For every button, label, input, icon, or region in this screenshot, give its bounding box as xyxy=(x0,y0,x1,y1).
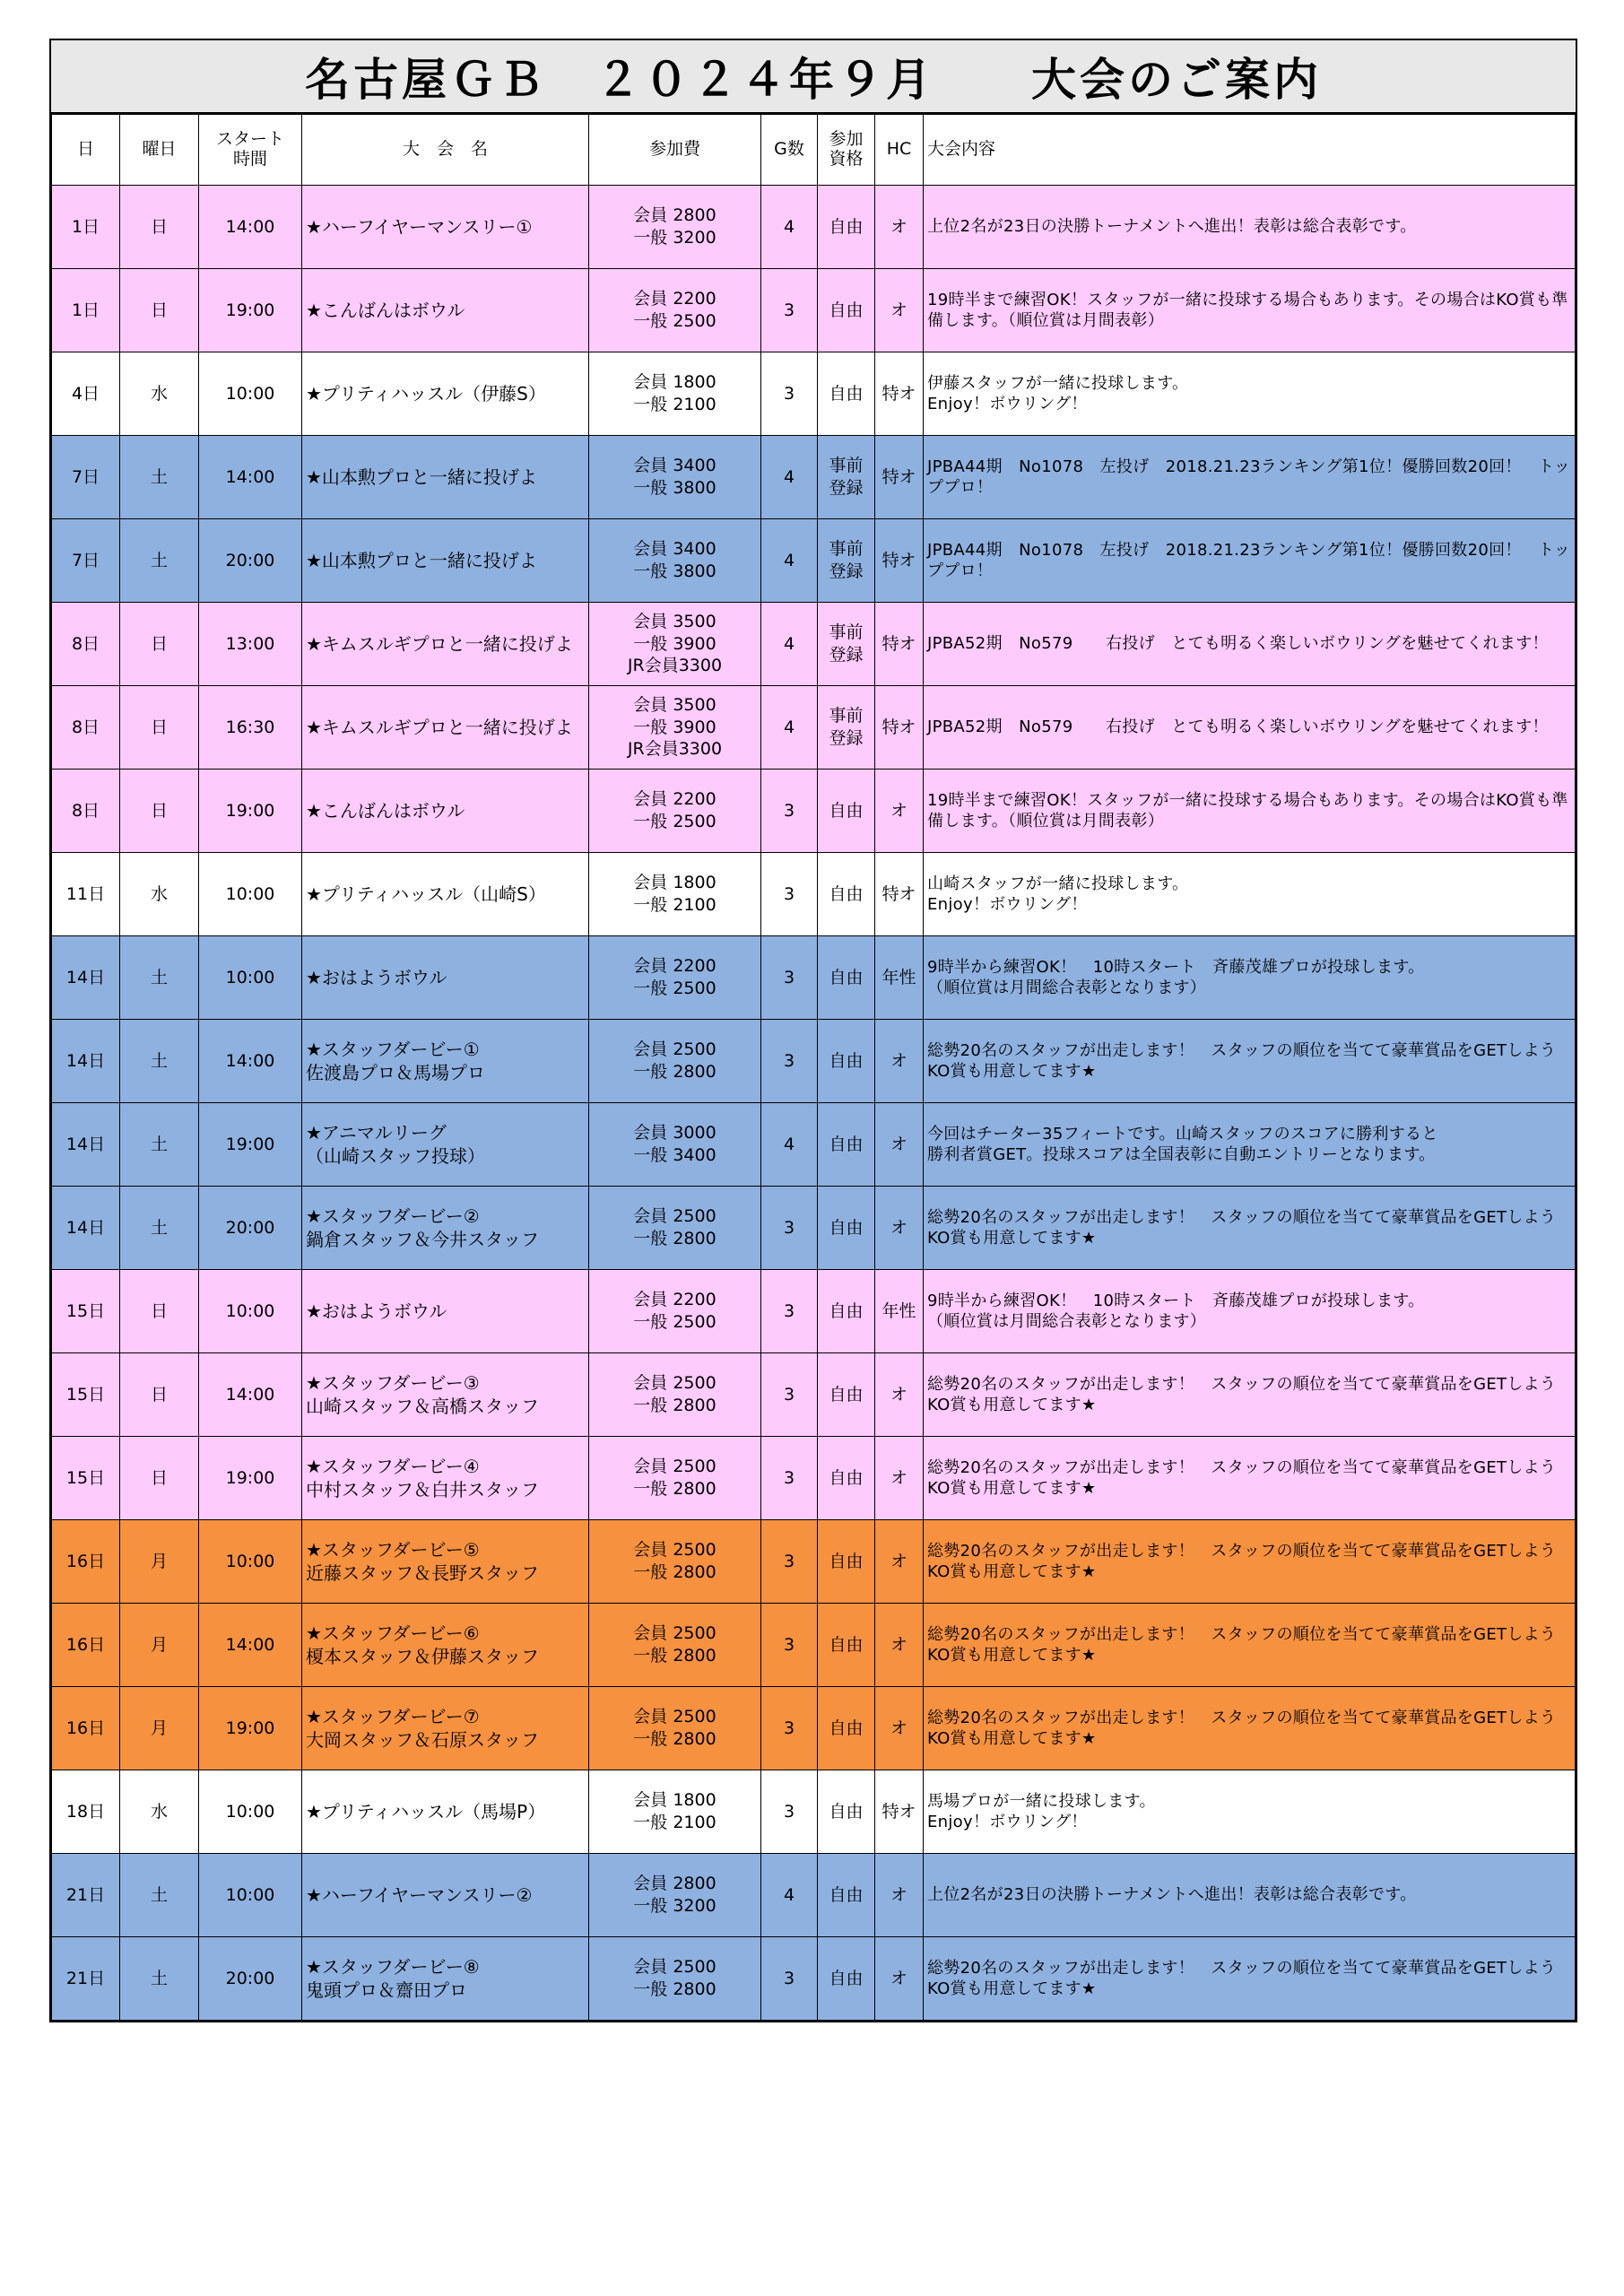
cell-qualification: 自由 xyxy=(818,1937,875,2021)
header-weekday: 曜日 xyxy=(120,115,199,186)
cell-games: 3 xyxy=(761,1187,818,1270)
cell-qualification: 自由 xyxy=(818,1687,875,1770)
cell-games: 3 xyxy=(761,1270,818,1353)
fee-line: 会員 2200 xyxy=(633,956,716,977)
cell-qualification: 事前登録 xyxy=(818,686,875,770)
cell-start-time: 10:00 xyxy=(199,1854,302,1937)
cell-weekday: 日 xyxy=(120,603,199,686)
table-row xyxy=(52,686,1576,770)
fee-line: 一般 2800 xyxy=(633,1229,716,1248)
cell-games: 4 xyxy=(761,1103,818,1187)
cell-start-time: 20:00 xyxy=(199,1937,302,2021)
schedule-table xyxy=(51,114,1576,2021)
cell-day: 15日 xyxy=(52,1437,120,1520)
cell-description: 総勢20名のスタッフが出走します！ スタッフの順位を当てて豪華賞品をGETしよう KO賞も用意してます★ xyxy=(924,1437,1576,1520)
fee-line: 会員 2500 xyxy=(633,1707,716,1727)
table-row xyxy=(52,436,1576,519)
cell-weekday: 土 xyxy=(120,1854,199,1937)
cell-games: 3 xyxy=(761,853,818,936)
cell-fee xyxy=(589,936,761,1020)
cell-weekday: 土 xyxy=(120,1187,199,1270)
table-row xyxy=(52,186,1576,269)
cell-qualification: 事前登録 xyxy=(818,436,875,519)
cell-tournament-name: ★アニマルリーグ （山崎スタッフ投球） xyxy=(302,1103,589,1187)
cell-day: 1日 xyxy=(52,186,120,269)
fee-line: 会員 3400 xyxy=(633,539,716,560)
cell-start-time: 19:00 xyxy=(199,1687,302,1770)
cell-description: 総勢20名のスタッフが出走します！ スタッフの順位を当てて豪華賞品をGETしよう KO賞も用意してます★ xyxy=(924,1937,1576,2021)
cell-description: 19時半まで練習OK！スタッフが一緒に投球する場合もあります。その場合はKO賞も準備します。（順位賞は月間表彰） xyxy=(924,770,1576,853)
cell-day: 16日 xyxy=(52,1687,120,1770)
cell-description: 伊藤スタッフが一緒に投球します。 Enjoy！ボウリング！ xyxy=(924,352,1576,436)
fee-line: 会員 3400 xyxy=(633,456,716,476)
cell-games: 4 xyxy=(761,603,818,686)
cell-games: 4 xyxy=(761,519,818,603)
cell-weekday: 月 xyxy=(120,1687,199,1770)
fee-line: 会員 2500 xyxy=(633,1957,716,1978)
cell-tournament-name: ★プリティハッスル（伊藤S） xyxy=(302,352,589,436)
fee-line: 会員 1800 xyxy=(633,372,716,393)
cell-description: JPBA44期 No1078 左投げ 2018.21.23ランキング第1位！優勝回数20回！ トッププロ！ xyxy=(924,519,1576,603)
cell-day: 8日 xyxy=(52,686,120,770)
cell-fee xyxy=(589,770,761,853)
fee-line: 会員 2800 xyxy=(633,205,716,226)
table-row xyxy=(52,1770,1576,1854)
fee-line: 一般 2800 xyxy=(633,1979,716,1999)
cell-weekday: 土 xyxy=(120,436,199,519)
cell-weekday: 日 xyxy=(120,1353,199,1437)
header-row xyxy=(52,115,1576,186)
cell-games: 3 xyxy=(761,1937,818,2021)
cell-day: 18日 xyxy=(52,1770,120,1854)
cell-qualification: 自由 xyxy=(818,1270,875,1353)
cell-weekday: 月 xyxy=(120,1604,199,1687)
cell-hc: 特オ xyxy=(875,603,924,686)
cell-fee xyxy=(589,1020,761,1103)
cell-weekday: 土 xyxy=(120,936,199,1020)
cell-tournament-name: ★山本勲プロと一緒に投げよ xyxy=(302,519,589,603)
fee-line: JR会員3300 xyxy=(627,656,723,676)
cell-day: 16日 xyxy=(52,1520,120,1604)
cell-weekday: 土 xyxy=(120,519,199,603)
schedule-rows xyxy=(52,186,1576,2021)
cell-fee xyxy=(589,1854,761,1937)
fee-line: 一般 2800 xyxy=(633,1562,716,1582)
cell-weekday: 土 xyxy=(120,1020,199,1103)
cell-start-time: 10:00 xyxy=(199,853,302,936)
cell-tournament-name: ★山本勲プロと一緒に投げよ xyxy=(302,436,589,519)
cell-games: 3 xyxy=(761,1353,818,1437)
cell-games: 3 xyxy=(761,1437,818,1520)
cell-hc: オ xyxy=(875,269,924,352)
cell-hc: オ xyxy=(875,1520,924,1604)
cell-start-time: 10:00 xyxy=(199,1270,302,1353)
tournament-schedule-sheet xyxy=(49,39,1577,2022)
cell-qualification: 自由 xyxy=(818,1353,875,1437)
fee-line: 一般 3200 xyxy=(633,228,716,248)
fee-line: 一般 3800 xyxy=(633,478,716,498)
cell-hc: 特オ xyxy=(875,853,924,936)
cell-games: 3 xyxy=(761,936,818,1020)
cell-tournament-name: ★スタッフダービー④ 中村スタッフ＆白井スタッフ xyxy=(302,1437,589,1520)
cell-start-time: 10:00 xyxy=(199,936,302,1020)
cell-fee xyxy=(589,603,761,686)
cell-weekday: 水 xyxy=(120,352,199,436)
table-row xyxy=(52,936,1576,1020)
cell-hc: オ xyxy=(875,770,924,853)
table-row xyxy=(52,1520,1576,1604)
fee-line: 会員 2500 xyxy=(633,1540,716,1561)
cell-qualification: 自由 xyxy=(818,1604,875,1687)
cell-day: 11日 xyxy=(52,853,120,936)
fee-line: 会員 2200 xyxy=(633,789,716,810)
table-row xyxy=(52,1854,1576,1937)
header-qualification: 参加 資格 xyxy=(818,115,875,186)
cell-hc: オ xyxy=(875,1687,924,1770)
table-row xyxy=(52,269,1576,352)
header-start-time: スタート 時間 xyxy=(199,115,302,186)
cell-description: 総勢20名のスタッフが出走します！ スタッフの順位を当てて豪華賞品をGETしよう KO賞も用意してます★ xyxy=(924,1520,1576,1604)
fee-line: 一般 2500 xyxy=(633,978,716,998)
fee-line: 会員 2500 xyxy=(633,1457,716,1477)
cell-qualification: 自由 xyxy=(818,936,875,1020)
cell-start-time: 20:00 xyxy=(199,1187,302,1270)
fee-line: 会員 2800 xyxy=(633,1874,716,1894)
cell-tournament-name: ★おはようボウル xyxy=(302,936,589,1020)
fee-line: 一般 3400 xyxy=(633,1145,716,1165)
cell-description: 総勢20名のスタッフが出走します！ スタッフの順位を当てて豪華賞品をGETしよう KO賞も用意してます★ xyxy=(924,1353,1576,1437)
cell-hc: 年性 xyxy=(875,1270,924,1353)
cell-day: 7日 xyxy=(52,436,120,519)
cell-tournament-name: ★こんばんはボウル xyxy=(302,269,589,352)
header-day: 日 xyxy=(52,115,120,186)
cell-hc: オ xyxy=(875,1103,924,1187)
cell-qualification: 自由 xyxy=(818,1520,875,1604)
cell-hc: 特オ xyxy=(875,519,924,603)
cell-qualification: 自由 xyxy=(818,853,875,936)
cell-games: 3 xyxy=(761,1604,818,1687)
cell-qualification: 自由 xyxy=(818,1187,875,1270)
fee-line: 一般 2500 xyxy=(633,1312,716,1332)
fee-line: 会員 2500 xyxy=(633,1623,716,1644)
cell-day: 15日 xyxy=(52,1270,120,1353)
header-hc: HC xyxy=(875,115,924,186)
cell-day: 14日 xyxy=(52,936,120,1020)
cell-hc: オ xyxy=(875,186,924,269)
cell-tournament-name: ★スタッフダービー⑧ 鬼頭プロ＆齋田プロ xyxy=(302,1937,589,2021)
cell-start-time: 14:00 xyxy=(199,186,302,269)
cell-description: 上位2名が23日の決勝トーナメントへ進出！表彰は総合表彰です。 xyxy=(924,1854,1576,1937)
cell-fee xyxy=(589,1187,761,1270)
fee-line: 会員 2500 xyxy=(633,1373,716,1394)
cell-day: 7日 xyxy=(52,519,120,603)
table-row xyxy=(52,853,1576,936)
fee-line: 会員 2500 xyxy=(633,1206,716,1227)
cell-tournament-name: ★こんばんはボウル xyxy=(302,770,589,853)
cell-description: 総勢20名のスタッフが出走します！ スタッフの順位を当てて豪華賞品をGETしよう KO賞も用意してます★ xyxy=(924,1687,1576,1770)
fee-line: 会員 2500 xyxy=(633,1039,716,1060)
cell-tournament-name: ★スタッフダービー② 鍋倉スタッフ＆今井スタッフ xyxy=(302,1187,589,1270)
cell-start-time: 10:00 xyxy=(199,352,302,436)
cell-games: 3 xyxy=(761,269,818,352)
fee-line: 会員 1800 xyxy=(633,1790,716,1811)
table-row xyxy=(52,519,1576,603)
cell-start-time: 10:00 xyxy=(199,1520,302,1604)
cell-fee xyxy=(589,1270,761,1353)
cell-description: 19時半まで練習OK！スタッフが一緒に投球する場合もあります。その場合はKO賞も準備します。（順位賞は月間表彰） xyxy=(924,269,1576,352)
cell-hc: オ xyxy=(875,1020,924,1103)
table-row xyxy=(52,1187,1576,1270)
cell-start-time: 19:00 xyxy=(199,269,302,352)
cell-day: 8日 xyxy=(52,770,120,853)
cell-hc: 年性 xyxy=(875,936,924,1020)
table-row xyxy=(52,1020,1576,1103)
cell-qualification: 自由 xyxy=(818,1770,875,1854)
cell-start-time: 13:00 xyxy=(199,603,302,686)
fee-line: 一般 3200 xyxy=(633,1896,716,1916)
cell-qualification: 自由 xyxy=(818,269,875,352)
fee-line: 一般 2800 xyxy=(633,1479,716,1499)
cell-qualification: 自由 xyxy=(818,1437,875,1520)
cell-fee xyxy=(589,1353,761,1437)
fee-line: JR会員3300 xyxy=(627,739,723,760)
cell-day: 1日 xyxy=(52,269,120,352)
cell-tournament-name: ★キムスルギプロと一緒に投げよ xyxy=(302,603,589,686)
cell-fee xyxy=(589,269,761,352)
cell-day: 15日 xyxy=(52,1353,120,1437)
cell-qualification: 自由 xyxy=(818,1854,875,1937)
cell-fee xyxy=(589,436,761,519)
cell-description: 総勢20名のスタッフが出走します！ スタッフの順位を当てて豪華賞品をGETしよう KO賞も用意してます★ xyxy=(924,1020,1576,1103)
cell-games: 3 xyxy=(761,770,818,853)
cell-start-time: 14:00 xyxy=(199,1020,302,1103)
cell-fee xyxy=(589,1937,761,2021)
cell-tournament-name: ★スタッフダービー③ 山崎スタッフ＆高橋スタッフ xyxy=(302,1353,589,1437)
fee-line: 一般 2100 xyxy=(633,395,716,414)
cell-day: 16日 xyxy=(52,1604,120,1687)
cell-day: 14日 xyxy=(52,1187,120,1270)
table-row xyxy=(52,1937,1576,2021)
cell-start-time: 19:00 xyxy=(199,770,302,853)
cell-tournament-name: ★おはようボウル xyxy=(302,1270,589,1353)
cell-hc: 特オ xyxy=(875,436,924,519)
cell-qualification: 自由 xyxy=(818,1020,875,1103)
cell-qualification: 事前登録 xyxy=(818,519,875,603)
header-tournament-name: 大 会 名 xyxy=(302,115,589,186)
cell-hc: オ xyxy=(875,1437,924,1520)
cell-tournament-name: ★スタッフダービー⑦ 大岡スタッフ＆石原スタッフ xyxy=(302,1687,589,1770)
cell-tournament-name: ★スタッフダービー① 佐渡島プロ＆馬場プロ xyxy=(302,1020,589,1103)
cell-start-time: 14:00 xyxy=(199,436,302,519)
cell-qualification: 自由 xyxy=(818,352,875,436)
fee-line: 会員 1800 xyxy=(633,873,716,893)
cell-start-time: 14:00 xyxy=(199,1353,302,1437)
header-games: G数 xyxy=(761,115,818,186)
cell-description: 9時半から練習OK！ 10時スタート 斉藤茂雄プロが投球します。 （順位賞は月間総合表彰となります） xyxy=(924,936,1576,1020)
cell-games: 3 xyxy=(761,352,818,436)
cell-weekday: 水 xyxy=(120,853,199,936)
cell-fee xyxy=(589,1520,761,1604)
cell-tournament-name: ★プリティハッスル（山崎S） xyxy=(302,853,589,936)
fee-line: 一般 2100 xyxy=(633,1813,716,1832)
cell-qualification: 自由 xyxy=(818,1103,875,1187)
cell-hc: 特オ xyxy=(875,686,924,770)
cell-description: 総勢20名のスタッフが出走します！ スタッフの順位を当てて豪華賞品をGETしよう KO賞も用意してます★ xyxy=(924,1187,1576,1270)
cell-description: 総勢20名のスタッフが出走します！ スタッフの順位を当てて豪華賞品をGETしよう KO賞も用意してます★ xyxy=(924,1604,1576,1687)
cell-hc: 特オ xyxy=(875,1770,924,1854)
cell-tournament-name: ★ハーフイヤーマンスリー② xyxy=(302,1854,589,1937)
cell-day: 14日 xyxy=(52,1103,120,1187)
table-row xyxy=(52,1353,1576,1437)
cell-start-time: 16:30 xyxy=(199,686,302,770)
fee-line: 会員 2200 xyxy=(633,1290,716,1310)
page-title: 名古屋ＧＢ ２０２４年９月 大会のご案内 xyxy=(51,40,1576,114)
fee-line: 会員 3000 xyxy=(633,1123,716,1144)
header-description: 大会内容 xyxy=(924,115,1576,186)
cell-description: 今回はチーター35フィートです。山崎スタッフのスコアに勝利すると 勝利者賞GET。投球スコアは全国表彰に自動エントリーとなります。 xyxy=(924,1103,1576,1187)
table-row xyxy=(52,1270,1576,1353)
cell-hc: 特オ xyxy=(875,352,924,436)
cell-tournament-name: ★ハーフイヤーマンスリー① xyxy=(302,186,589,269)
cell-start-time: 19:00 xyxy=(199,1103,302,1187)
cell-tournament-name: ★スタッフダービー⑥ 榎本スタッフ＆伊藤スタッフ xyxy=(302,1604,589,1687)
cell-games: 4 xyxy=(761,436,818,519)
cell-tournament-name: ★キムスルギプロと一緒に投げよ xyxy=(302,686,589,770)
cell-fee xyxy=(589,519,761,603)
cell-day: 21日 xyxy=(52,1854,120,1937)
cell-description: JPBA52期 No579 右投げ とても明るく楽しいボウリングを魅せてくれます！ xyxy=(924,603,1576,686)
table-row xyxy=(52,352,1576,436)
cell-games: 4 xyxy=(761,686,818,770)
cell-games: 3 xyxy=(761,1520,818,1604)
table-row xyxy=(52,1604,1576,1687)
cell-qualification: 自由 xyxy=(818,770,875,853)
cell-tournament-name: ★スタッフダービー⑤ 近藤スタッフ＆長野スタッフ xyxy=(302,1520,589,1604)
cell-fee xyxy=(589,853,761,936)
cell-games: 3 xyxy=(761,1687,818,1770)
cell-weekday: 日 xyxy=(120,686,199,770)
fee-line: 一般 2100 xyxy=(633,895,716,915)
cell-weekday: 日 xyxy=(120,770,199,853)
cell-hc: オ xyxy=(875,1937,924,2021)
cell-games: 3 xyxy=(761,1020,818,1103)
cell-hc: オ xyxy=(875,1604,924,1687)
cell-description: 馬場プロが一緒に投球します。 Enjoy！ボウリング！ xyxy=(924,1770,1576,1854)
cell-description: 上位2名が23日の決勝トーナメントへ進出！表彰は総合表彰です。 xyxy=(924,186,1576,269)
fee-line: 一般 2800 xyxy=(633,1646,716,1665)
cell-games: 4 xyxy=(761,186,818,269)
fee-line: 一般 2800 xyxy=(633,1062,716,1082)
cell-games: 4 xyxy=(761,1854,818,1937)
fee-line: 一般 3800 xyxy=(633,561,716,581)
cell-fee xyxy=(589,186,761,269)
fee-line: 一般 2500 xyxy=(633,812,716,831)
table-row xyxy=(52,770,1576,853)
cell-games: 3 xyxy=(761,1770,818,1854)
cell-day: 21日 xyxy=(52,1937,120,2021)
cell-fee xyxy=(589,1604,761,1687)
cell-fee xyxy=(589,686,761,770)
fee-line: 会員 3500 xyxy=(633,694,716,715)
cell-fee xyxy=(589,352,761,436)
table-row xyxy=(52,1103,1576,1187)
cell-weekday: 日 xyxy=(120,1270,199,1353)
cell-weekday: 日 xyxy=(120,186,199,269)
cell-weekday: 日 xyxy=(120,269,199,352)
cell-day: 14日 xyxy=(52,1020,120,1103)
cell-hc: オ xyxy=(875,1353,924,1437)
header-fee: 参加費 xyxy=(589,115,761,186)
fee-line: 一般 2800 xyxy=(633,1729,716,1749)
fee-line: 一般 2500 xyxy=(633,311,716,331)
cell-hc: オ xyxy=(875,1854,924,1937)
fee-line: 一般 3900 xyxy=(633,633,716,654)
cell-description: 山崎スタッフが一緒に投球します。 Enjoy！ボウリング！ xyxy=(924,853,1576,936)
cell-tournament-name: ★プリティハッスル（馬場P） xyxy=(302,1770,589,1854)
table-row xyxy=(52,1687,1576,1770)
cell-description: JPBA44期 No1078 左投げ 2018.21.23ランキング第1位！優勝回数20回！ トッププロ！ xyxy=(924,436,1576,519)
cell-fee xyxy=(589,1103,761,1187)
cell-weekday: 水 xyxy=(120,1770,199,1854)
cell-weekday: 日 xyxy=(120,1437,199,1520)
cell-qualification: 事前登録 xyxy=(818,603,875,686)
cell-description: 9時半から練習OK！ 10時スタート 斉藤茂雄プロが投球します。 （順位賞は月間総合表彰となります） xyxy=(924,1270,1576,1353)
cell-weekday: 土 xyxy=(120,1937,199,2021)
cell-start-time: 14:00 xyxy=(199,1604,302,1687)
cell-start-time: 20:00 xyxy=(199,519,302,603)
cell-day: 8日 xyxy=(52,603,120,686)
table-row xyxy=(52,603,1576,686)
fee-line: 会員 2200 xyxy=(633,289,716,309)
cell-start-time: 19:00 xyxy=(199,1437,302,1520)
cell-fee xyxy=(589,1770,761,1854)
cell-fee xyxy=(589,1687,761,1770)
fee-line: 一般 2800 xyxy=(633,1396,716,1415)
cell-weekday: 月 xyxy=(120,1520,199,1604)
cell-description: JPBA52期 No579 右投げ とても明るく楽しいボウリングを魅せてくれます！ xyxy=(924,686,1576,770)
cell-hc: オ xyxy=(875,1187,924,1270)
cell-weekday: 土 xyxy=(120,1103,199,1187)
cell-fee xyxy=(589,1437,761,1520)
fee-line: 会員 3500 xyxy=(633,611,716,631)
cell-qualification: 自由 xyxy=(818,186,875,269)
table-row xyxy=(52,1437,1576,1520)
cell-start-time: 10:00 xyxy=(199,1770,302,1854)
cell-day: 4日 xyxy=(52,352,120,436)
fee-line: 一般 3900 xyxy=(633,717,716,737)
